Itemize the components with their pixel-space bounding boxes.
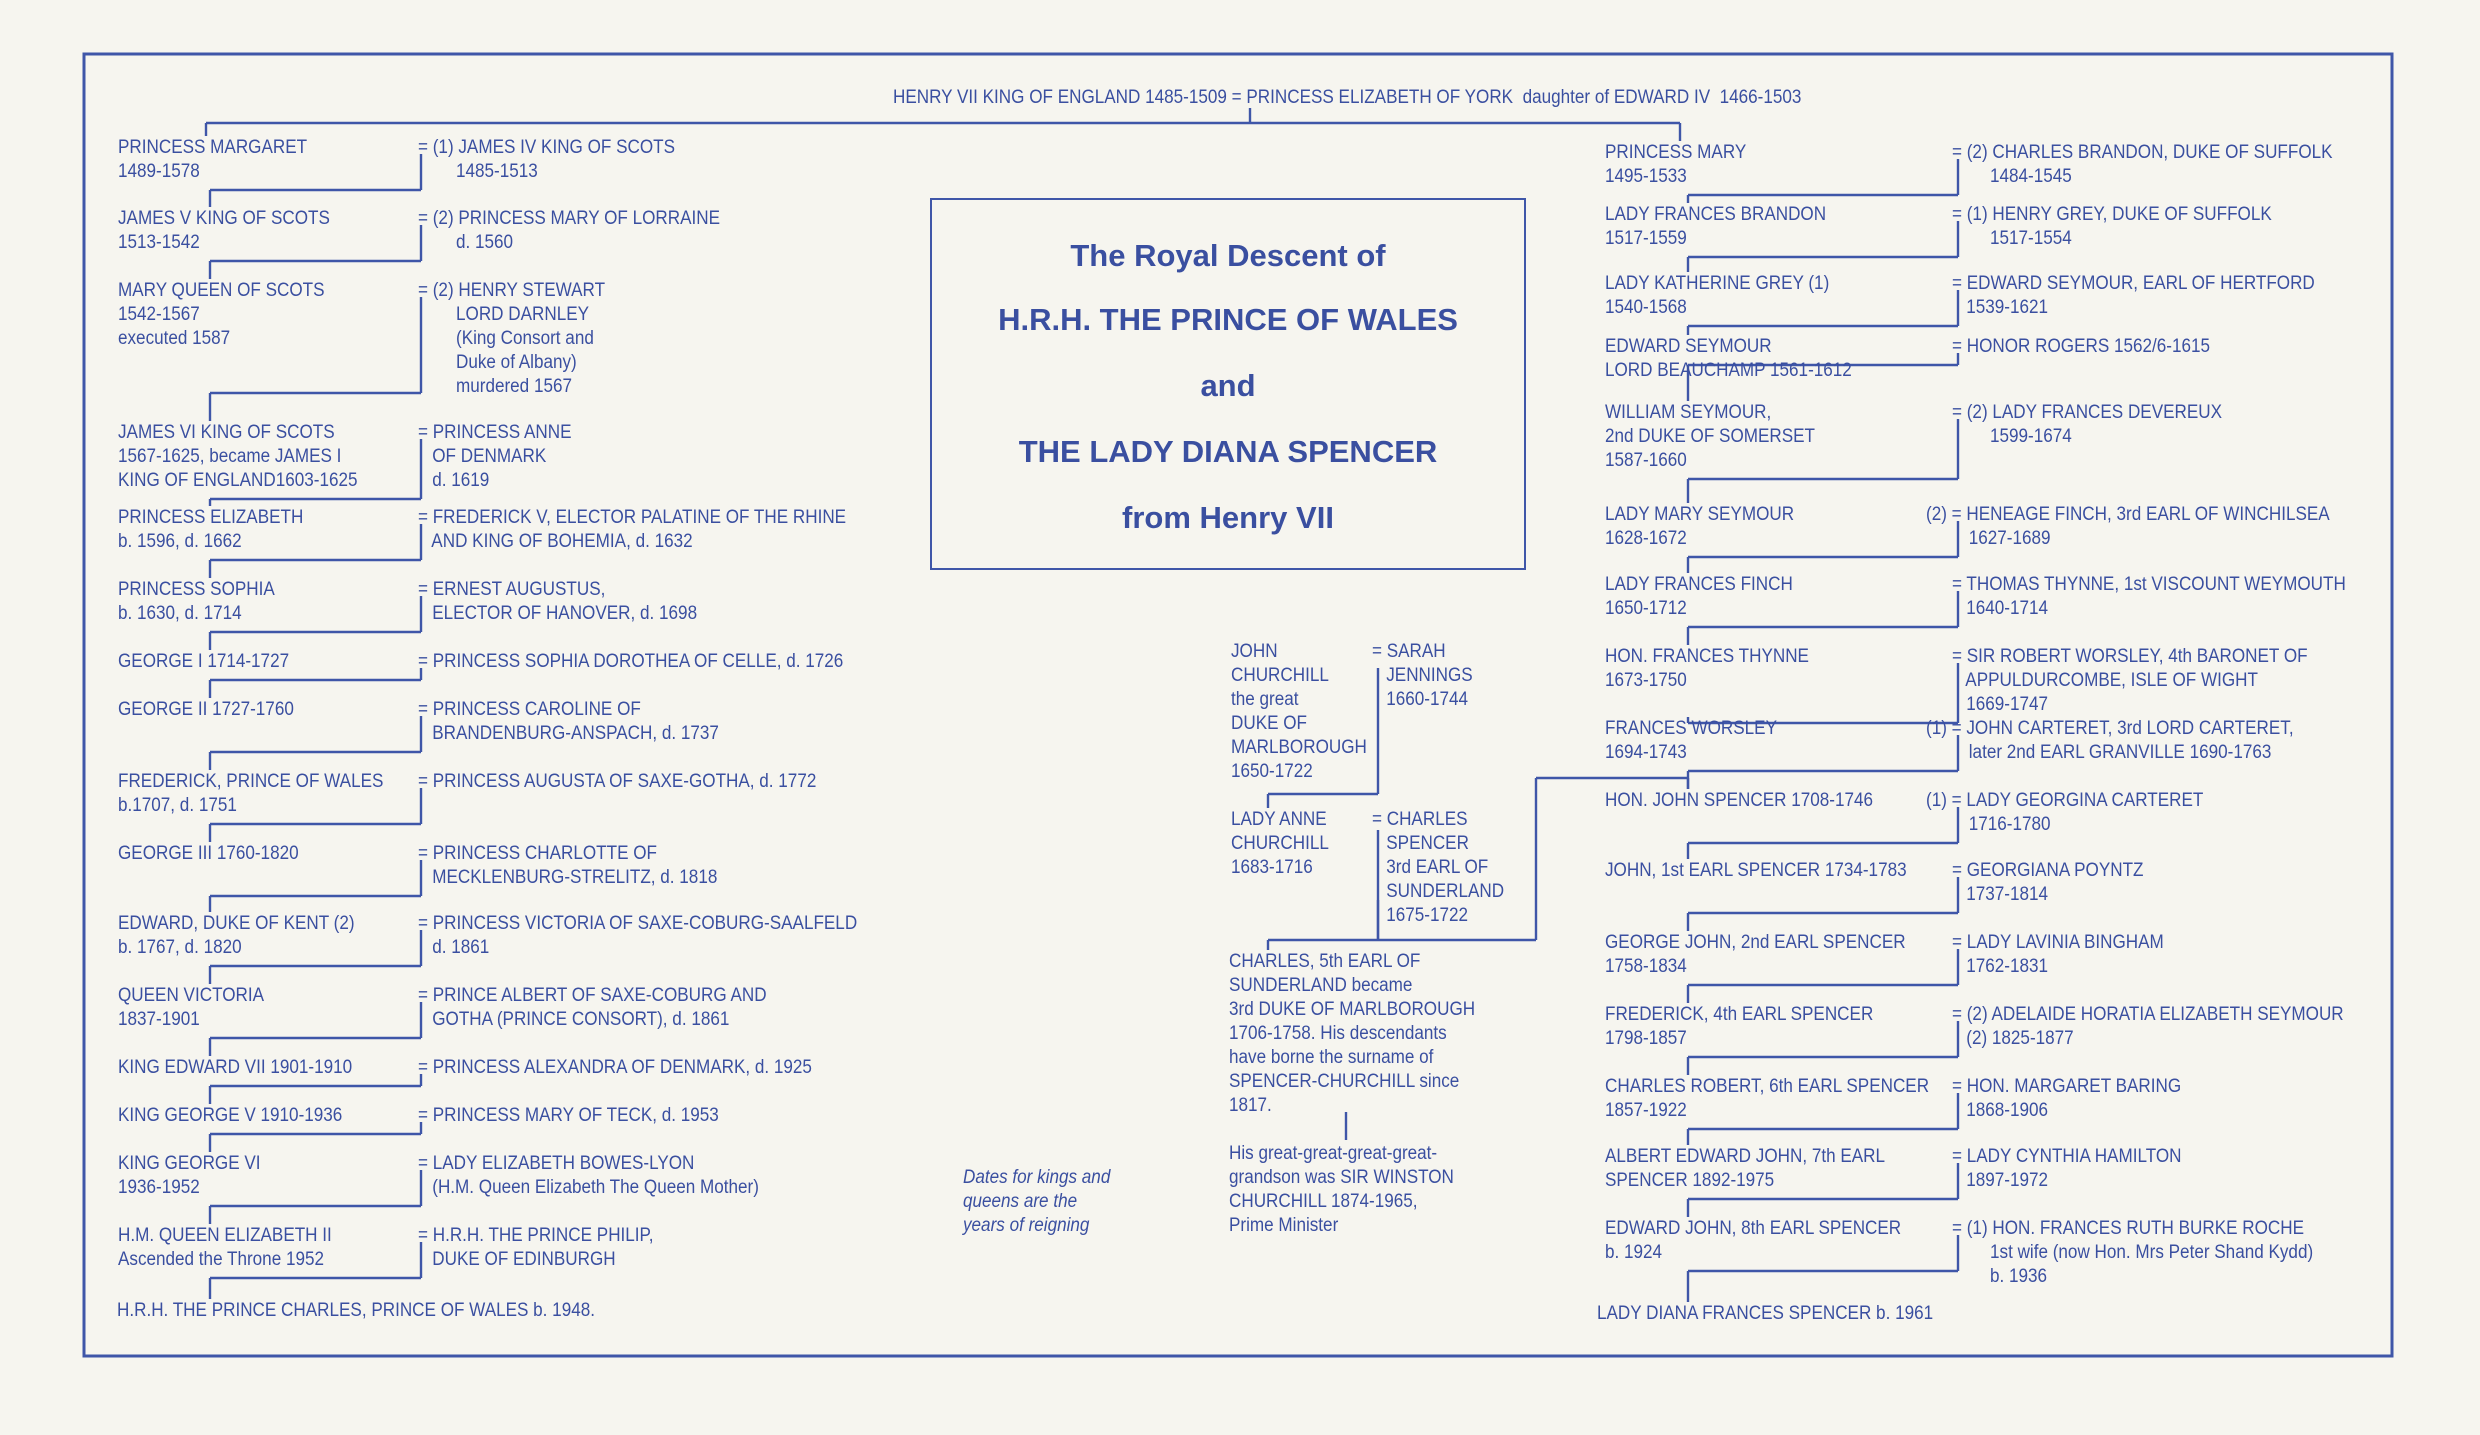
left-person-10: GEORGE III 1760-1820: [118, 843, 299, 864]
left-spouse-11: = PRINCESS VICTORIA OF SAXE-COBURG-SAALFELD d. 1861: [418, 913, 858, 958]
left-person-13: KING EDWARD VII 1901-1910: [118, 1057, 353, 1078]
left-spouse-2: = (2) PRINCESS MARY OF LORRAINE d. 1560: [418, 208, 721, 253]
right-person-2: LADY FRANCES BRANDON 1517-1559: [1605, 204, 1827, 249]
right-spouse-15: = LADY CYNTHIA HAMILTON 1897-1972: [1952, 1146, 2182, 1191]
left-person-16: H.M. QUEEN ELIZABETH II Ascended the Throne 1952: [118, 1225, 332, 1270]
right-spouse-14: = HON. MARGARET BARING 1868-1906: [1952, 1076, 2182, 1121]
left-person-4: JAMES VI KING OF SCOTS 1567-1625, became JAMES I KING OF ENGLAND1603-1625: [118, 422, 358, 491]
left-spouse-13: = PRINCESS ALEXANDRA OF DENMARK, d. 1925: [418, 1057, 812, 1078]
left-person-14: KING GEORGE V 1910-1936: [118, 1105, 343, 1126]
left-spouse-5: = FREDERICK V, ELECTOR PALATINE OF THE RHINE AND KING OF BOHEMIA, d. 1632: [418, 507, 847, 552]
right-spouse-7: = THOMAS THYNNE, 1st VISCOUNT WEYMOUTH 1640-1714: [1952, 574, 2346, 619]
right-person-6: LADY MARY SEYMOUR 1628-1672: [1605, 504, 1795, 549]
john-churchill: JOHN CHURCHILL the great DUKE OF MARLBOROUGH 1650-1722: [1231, 641, 1367, 782]
reign-dates-note: Dates for kings and queens are the years of reigning: [963, 1167, 1111, 1236]
left-person-7: GEORGE I 1714-1727: [118, 651, 290, 672]
left-person-9: FREDERICK, PRINCE OF WALES b.1707, d. 1751: [118, 771, 384, 816]
left-spouse-15: = LADY ELIZABETH BOWES-LYON (H.M. Queen Elizabeth The Queen Mother): [418, 1153, 759, 1198]
right-person-1: PRINCESS MARY 1495-1533: [1605, 142, 1747, 187]
title-line-5: from Henry VII: [1122, 500, 1334, 535]
henry-vii-line: HENRY VII KING OF ENGLAND 1485-1509 = PRINCESS ELIZABETH OF YORK daughter of EDWARD IV 1466-1503: [893, 87, 1802, 108]
right-person-12: GEORGE JOHN, 2nd EARL SPENCER 1758-1834: [1605, 932, 1906, 977]
sarah-jennings: = SARAH JENNINGS 1660-1744: [1372, 641, 1473, 710]
right-spouse-5: = (2) LADY FRANCES DEVEREUX 1599-1674: [1952, 402, 2223, 447]
left-spouse-12: = PRINCE ALBERT OF SAXE-COBURG AND GOTHA (PRINCE CONSORT), d. 1861: [418, 985, 767, 1030]
right-person-10: HON. JOHN SPENCER 1708-1746: [1605, 790, 1874, 811]
title-line-1: The Royal Descent of: [1070, 238, 1386, 273]
left-person-15: KING GEORGE VI 1936-1952: [118, 1153, 261, 1198]
left-spouse-6: = ERNEST AUGUSTUS, ELECTOR OF HANOVER, d. 1698: [418, 579, 698, 624]
right-spouse-12: = LADY LAVINIA BINGHAM 1762-1831: [1952, 932, 2164, 977]
right-spouse-11: = GEORGIANA POYNTZ 1737-1814: [1952, 860, 2144, 905]
left-spouse-7: = PRINCESS SOPHIA DOROTHEA OF CELLE, d. 1726: [418, 651, 844, 672]
right-spouse-16: = (1) HON. FRANCES RUTH BURKE ROCHE 1st wife (now Hon. Mrs Peter Shand Kydd) b. 1936: [1952, 1218, 2314, 1287]
right-spouse-1: = (2) CHARLES BRANDON, DUKE OF SUFFOLK 1484-1545: [1952, 142, 2333, 187]
right-spouse-6: (2) = HENEAGE FINCH, 3rd EARL OF WINCHILSEA 1627-1689: [1926, 504, 2330, 549]
lady-diana: LADY DIANA FRANCES SPENCER b. 1961: [1597, 1303, 1934, 1324]
left-person-8: GEORGE II 1727-1760: [118, 699, 294, 720]
right-person-5: WILLIAM SEYMOUR, 2nd DUKE OF SOMERSET 1587-1660: [1605, 402, 1816, 471]
right-person-14: CHARLES ROBERT, 6th EARL SPENCER 1857-1922: [1605, 1076, 1930, 1121]
charles-spencer-sunderland: = CHARLES SPENCER 3rd EARL OF SUNDERLAND 1675-1722: [1372, 809, 1505, 926]
left-person-3: MARY QUEEN OF SCOTS 1542-1567 executed 1587: [118, 280, 325, 349]
right-person-3: LADY KATHERINE GREY (1) 1540-1568: [1605, 273, 1830, 318]
left-spouse-10: = PRINCESS CHARLOTTE OF MECKLENBURG-STRELITZ, d. 1818: [418, 843, 718, 888]
left-spouse-4: = PRINCESS ANNE OF DENMARK d. 1619: [418, 422, 572, 491]
right-person-11: JOHN, 1st EARL SPENCER 1734-1783: [1605, 860, 1907, 881]
right-person-9: FRANCES WORSLEY 1694-1743: [1605, 718, 1777, 763]
left-spouse-9: = PRINCESS AUGUSTA OF SAXE-GOTHA, d. 1772: [418, 771, 817, 792]
right-spouse-2: = (1) HENRY GREY, DUKE OF SUFFOLK 1517-1554: [1952, 204, 2272, 249]
left-spouse-3: = (2) HENRY STEWART LORD DARNLEY (King Consort and Duke of Albany) murdered 1567: [418, 280, 606, 397]
right-spouse-9: (1) = JOHN CARTERET, 3rd LORD CARTERET, later 2nd EARL GRANVILLE 1690-1763: [1926, 718, 2294, 763]
right-person-8: HON. FRANCES THYNNE 1673-1750: [1605, 646, 1809, 691]
left-person-11: EDWARD, DUKE OF KENT (2) b. 1767, d. 1820: [118, 913, 355, 958]
right-person-7: LADY FRANCES FINCH 1650-1712: [1605, 574, 1793, 619]
lady-anne-churchill: LADY ANNE CHURCHILL 1683-1716: [1231, 809, 1329, 878]
right-spouse-3: = EDWARD SEYMOUR, EARL OF HERTFORD 1539-1621: [1952, 273, 2315, 318]
right-person-4: EDWARD SEYMOUR LORD BEAUCHAMP 1561-1612: [1605, 336, 1852, 381]
left-spouse-8: = PRINCESS CAROLINE OF BRANDENBURG-ANSPACH, d. 1737: [418, 699, 719, 744]
right-person-13: FREDERICK, 4th EARL SPENCER 1798-1857: [1605, 1004, 1874, 1049]
right-person-15: ALBERT EDWARD JOHN, 7th EARL SPENCER 1892-1975: [1605, 1146, 1886, 1191]
left-person-6: PRINCESS SOPHIA b. 1630, d. 1714: [118, 579, 275, 624]
right-spouse-4: = HONOR ROGERS 1562/6-1615: [1952, 336, 2211, 357]
winston-churchill-note: His great-great-great-great- grandson was SIR WINSTON CHURCHILL 1874-1965, Prime Minister: [1229, 1143, 1454, 1236]
left-person-12: QUEEN VICTORIA 1837-1901: [118, 985, 265, 1030]
title-box: [930, 198, 1526, 570]
right-spouse-10: (1) = LADY GEORGINA CARTERET 1716-1780: [1926, 790, 2204, 835]
left-person-2: JAMES V KING OF SCOTS 1513-1542: [118, 208, 330, 253]
right-spouse-13: = (2) ADELAIDE HORATIA ELIZABETH SEYMOUR (2) 1825-1877: [1952, 1004, 2344, 1049]
left-person-5: PRINCESS ELIZABETH b. 1596, d. 1662: [118, 507, 304, 552]
left-person-1: PRINCESS MARGARET 1489-1578: [118, 137, 308, 182]
title-line-4: THE LADY DIANA SPENCER: [1018, 434, 1438, 469]
left-spouse-14: = PRINCESS MARY OF TECK, d. 1953: [418, 1105, 719, 1126]
charles-5th-earl: CHARLES, 5th EARL OF SUNDERLAND became 3rd DUKE OF MARLBOROUGH 1706-1758. His descendants have borne the surname of SPENCER-CHURCHILL since 1817.: [1229, 951, 1476, 1116]
right-spouse-8: = SIR ROBERT WORSLEY, 4th BARONET OF APPULDURCOMBE, ISLE OF WIGHT 1669-1747: [1952, 646, 2308, 715]
title-line-2: H.R.H. THE PRINCE OF WALES: [998, 302, 1458, 337]
left-spouse-16: = H.R.H. THE PRINCE PHILIP, DUKE OF EDINBURGH: [418, 1225, 654, 1270]
left-spouse-1: = (1) JAMES IV KING OF SCOTS 1485-1513: [418, 137, 676, 182]
title-line-3: and: [1200, 368, 1256, 403]
prince-charles: H.R.H. THE PRINCE CHARLES, PRINCE OF WALES b. 1948.: [117, 1300, 595, 1321]
right-person-16: EDWARD JOHN, 8th EARL SPENCER b. 1924: [1605, 1218, 1902, 1263]
